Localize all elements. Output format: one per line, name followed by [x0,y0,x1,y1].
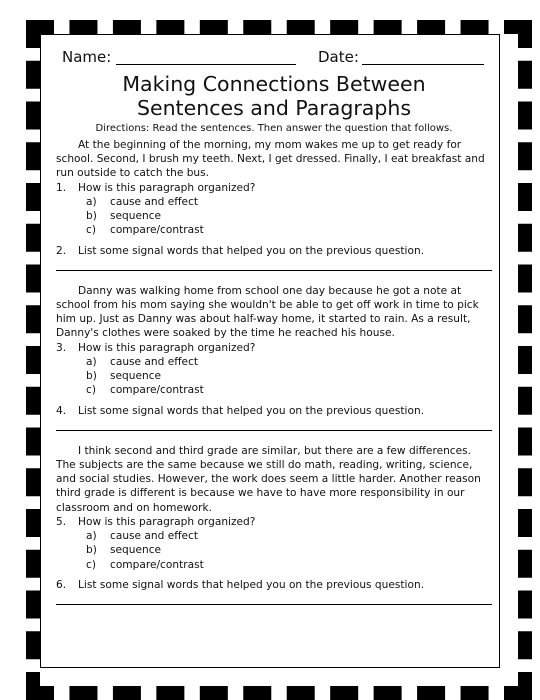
name-blank-line[interactable] [116,64,296,65]
question-5: 5. How is this paragraph organized? [56,515,256,528]
question-6: 6. List some signal words that helped you on the previous question. [56,579,425,592]
directions: Directions: Read the sentences. Then answer the question that follows. [95,123,453,134]
option-1c[interactable]: c) compare/contrast [86,224,204,237]
answer-line-6[interactable] [56,604,492,605]
worksheet [56,46,492,605]
question-1: 1. How is this paragraph organized? [56,181,256,194]
title-line-1: Making Connections Between [122,72,426,96]
title-line-2: Sentences and Paragraphs [136,96,412,120]
option-3c[interactable]: c) compare/contrast [86,384,204,397]
option-1b[interactable]: b) sequence [86,210,162,223]
question-3: 3. How is this paragraph organized? [56,341,256,354]
passage-3: I think second and third grade are similar, but there are a few differences. The subjects are the same because we still do math, reading, writing, science, and social studies. However, the work does seem a little harder. Another reason third grade is different is because we have to have more responsibility in our classroom and on homework. [56,444,481,514]
name-label: Name: [62,48,112,66]
question-2: 2. List some signal words that helped you on the previous question. [56,244,425,257]
date-blank-line[interactable] [362,64,484,65]
passage-2: Danny was walking home from school one day because he got a note at school from his mom saying she wouldn't be able to get off work in time to pick him up. Just as Danny was about half-way home, it started to rain. As a result, Danny's clothes were soaked by the time he reached his house. [56,284,479,340]
option-5c[interactable]: c) compare/contrast [86,558,204,571]
option-5a[interactable]: a) cause and effect [86,529,199,542]
header-row [56,46,492,68]
option-5b[interactable]: b) sequence [86,544,162,557]
answer-line-4[interactable] [56,430,492,431]
worksheet-title [56,72,492,120]
passage-1: At the beginning of the morning, my mom wakes me up to get ready for school. Second, I brush my teeth. Next, I get dressed. Finally, I eat breakfast and run outside to catch the bus. [56,139,485,180]
option-1a[interactable]: a) cause and effect [86,195,199,208]
date-label: Date: [318,48,359,66]
section-1 [56,138,492,271]
section-3 [56,444,492,605]
question-4: 4. List some signal words that helped you on the previous question. [56,404,425,417]
section-2 [56,284,492,431]
answer-line-2[interactable] [56,270,492,271]
option-3a[interactable]: a) cause and effect [86,355,199,368]
option-3b[interactable]: b) sequence [86,370,162,383]
